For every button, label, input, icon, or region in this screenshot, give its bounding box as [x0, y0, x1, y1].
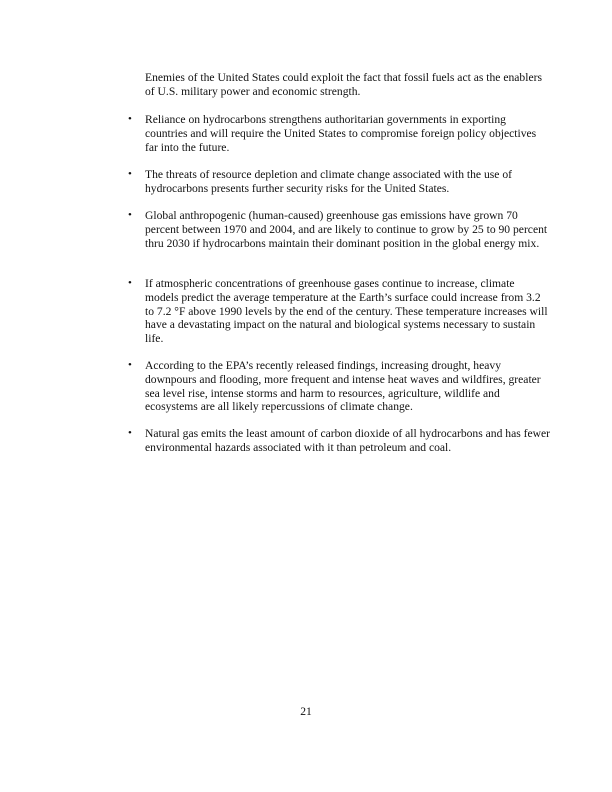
bullet-icon: •: [128, 427, 132, 439]
bullet-text: Global anthropogenic (human-caused) greenhouse gas emissions have grown 70 percent between 1970 and 2004, and are likely to continue to grow by 25 to 90 percent thru 2030 if hydrocarbons maintain their dominant position in the global energy mix.: [145, 209, 548, 250]
intro-paragraph: Enemies of the United States could exploit the fact that fossil fuels act as the enablers of U.S. military power and economic strength.: [145, 71, 542, 98]
bullet-text: Reliance on hydrocarbons strengthens authoritarian governments in exporting countries and will require the United States to compromise foreign policy objectives far into the future.: [145, 113, 537, 154]
bullet-icon: •: [128, 359, 132, 371]
bullet-icon: •: [128, 113, 132, 125]
bullet-text: If atmospheric concentrations of greenhouse gases continue to increase, climate models predict the average temperature at the Earth’s surface could increase from 3.2 to 7.2 °F above 1990 levels by the end of the century. These temperature increases will have a devastating impact on the natural and biological systems necessary to sustain life.: [145, 277, 548, 346]
bullet-text: According to the EPA’s recently released findings, increasing drought, heavy downpours and flooding, more frequent and intense heat waves and wildfires, greater sea level rise, intense storms and harm to resources, agriculture, wildlife and ecosystems are all likely repercussions of climate change.: [145, 359, 541, 414]
page-number: 21: [300, 705, 312, 718]
bullet-icon: •: [128, 209, 132, 221]
bullet-text: Natural gas emits the least amount of carbon dioxide of all hydrocarbons and has fewer environmental hazards associated with it than petroleum and coal.: [145, 427, 551, 454]
bullet-icon: •: [128, 168, 132, 180]
bullet-text: The threats of resource depletion and climate change associated with the use of hydrocarbons presents further security risks for the United States.: [145, 168, 512, 195]
bullet-icon: •: [128, 277, 132, 289]
